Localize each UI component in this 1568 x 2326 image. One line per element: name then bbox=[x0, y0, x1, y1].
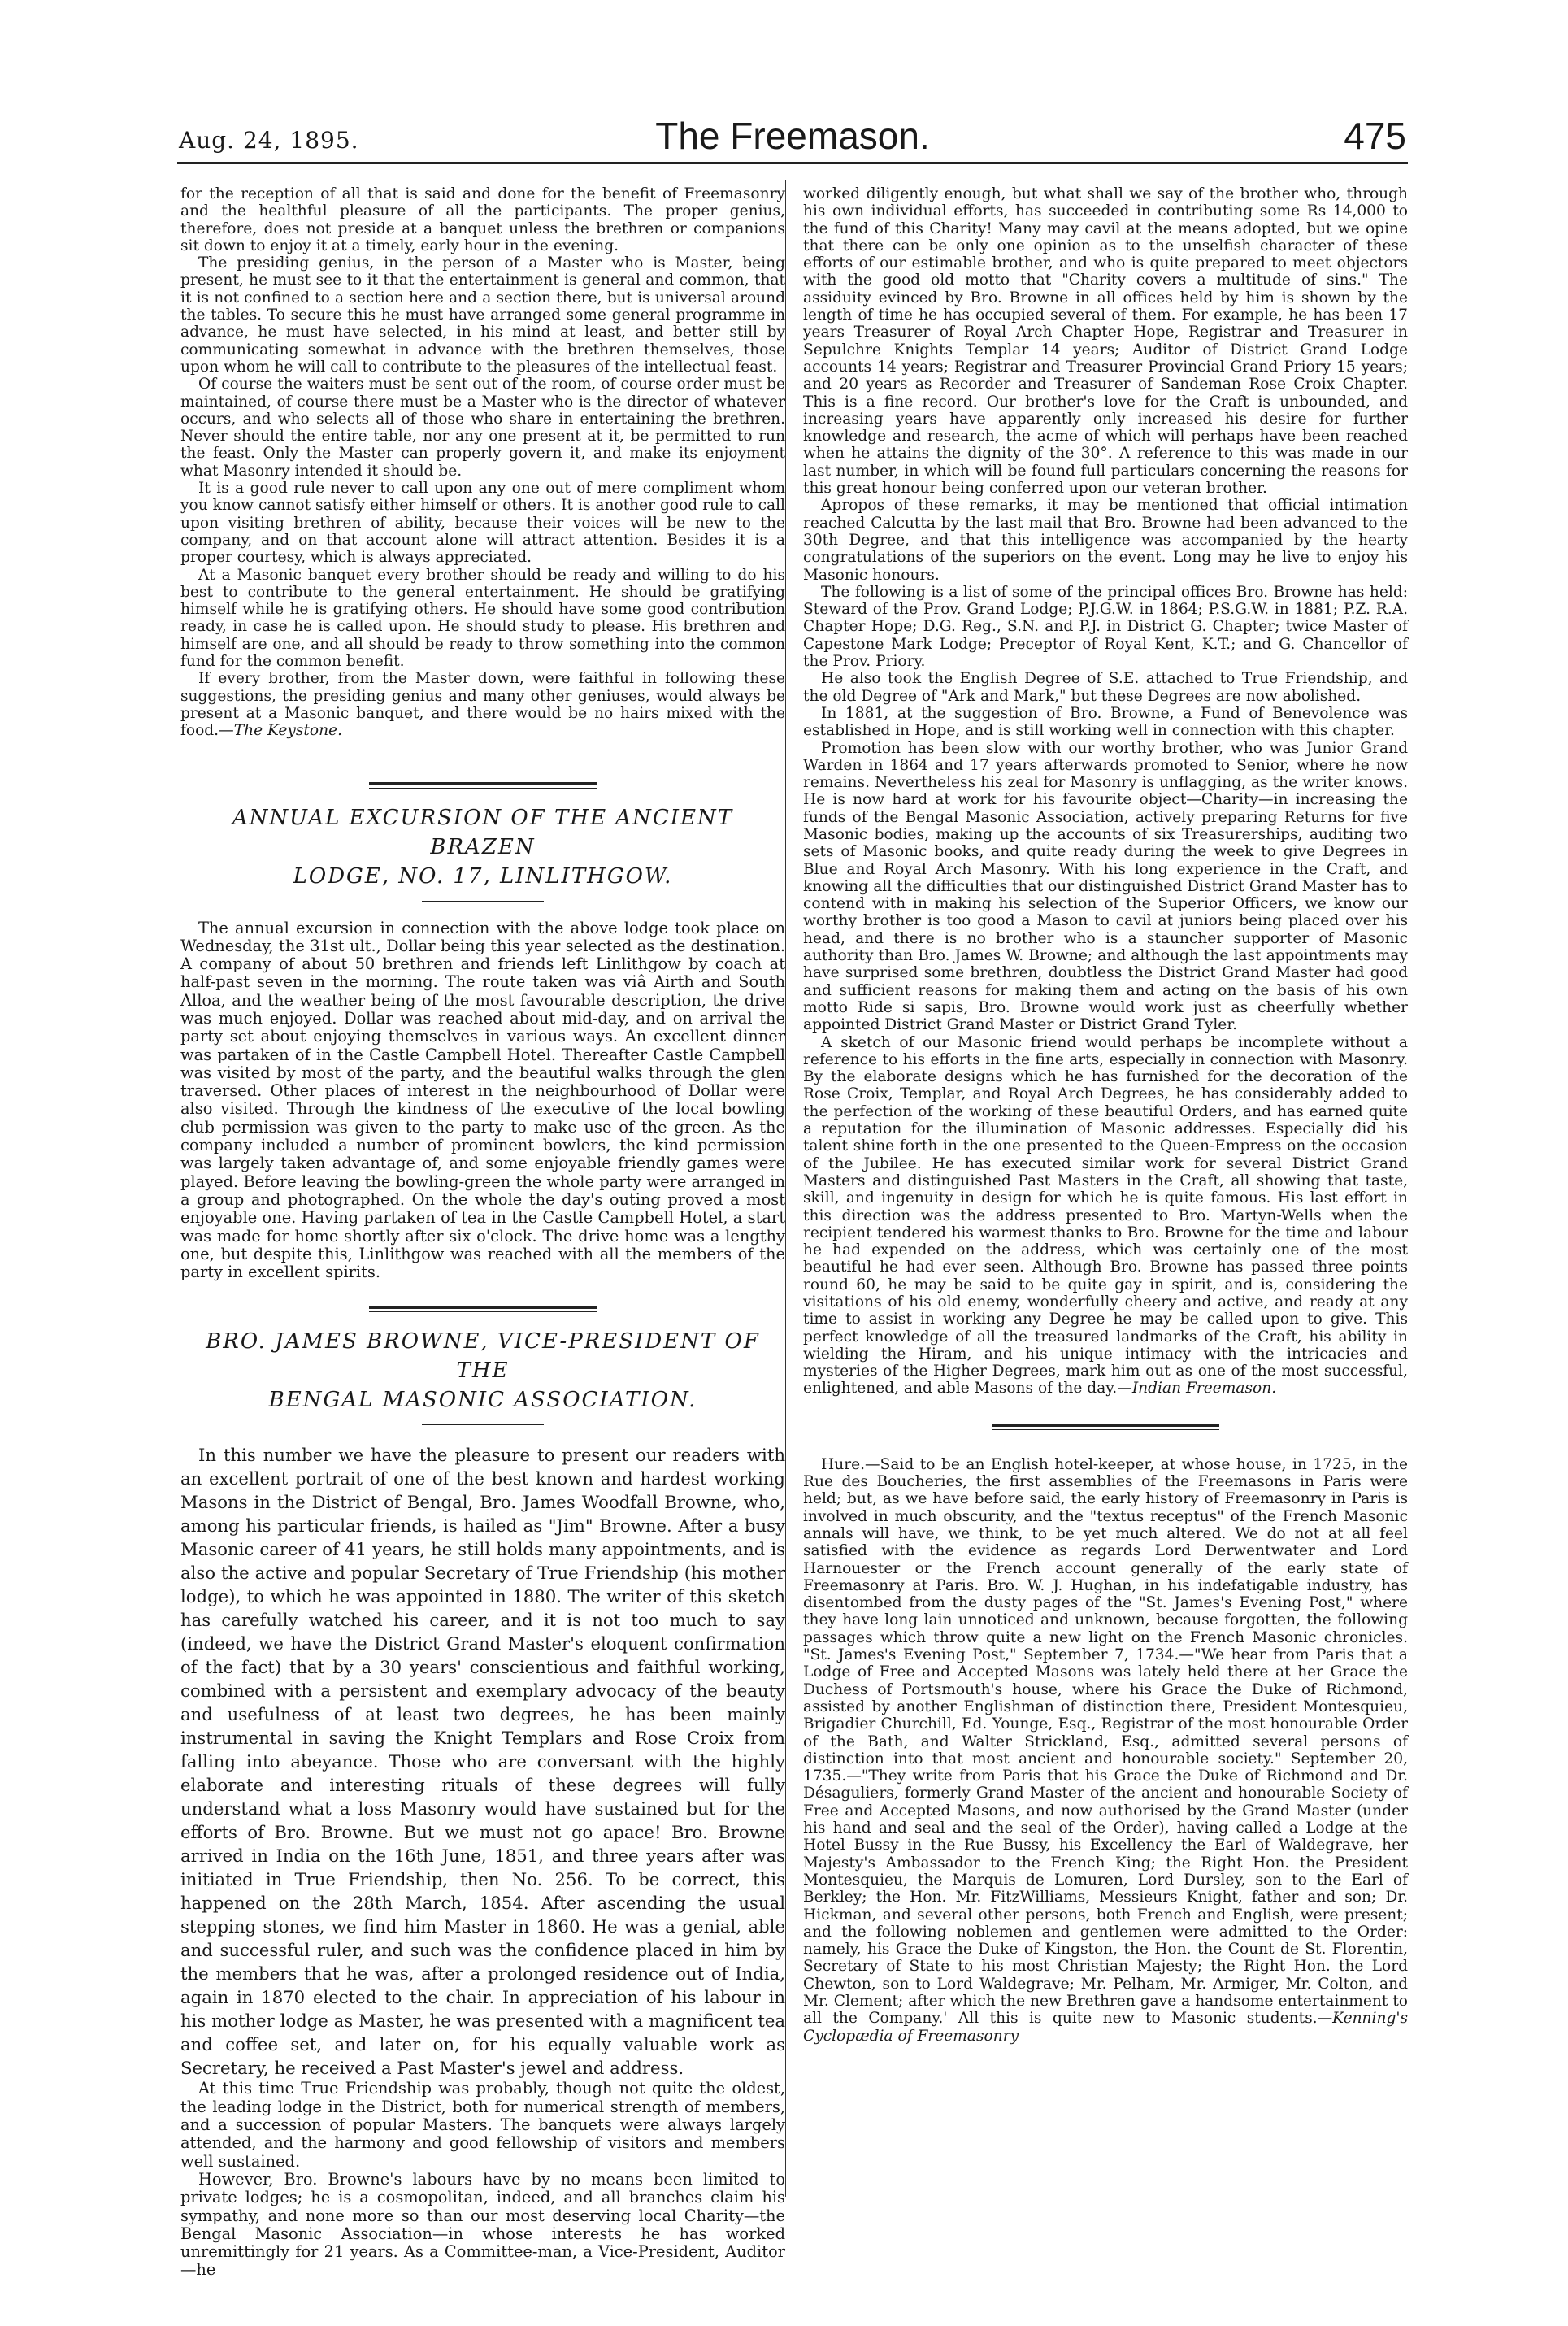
excursion-article bbox=[180, 803, 785, 1282]
article-paragraph: The following is a list of some of the principal offices Bro. Browne has held: Steward of the Prov. Grand Lodge; P.J.G.W. in 1864; P.S.G.W. in 1881; P.Z. R.A. Chapter Hope; D.G. Reg., S.N. and P.J. in District G. Chapter; twice Master of Capestone Mark Lodge; Preceptor of Royal Kent, K.T.; and G. Chancellor of the Prov. Priory. bbox=[803, 583, 1408, 671]
article-paragraph: for the reception of all that is said and done for the benefit of Freemasonry and the healthful pleasure of all the participants. The proper genius, therefore, does not preside at a banquet unless the brethren or companions sit down to enjoy it at a timely, early hour in the evening. bbox=[180, 185, 785, 254]
browne-article-continued bbox=[803, 185, 1408, 1398]
heading-rule bbox=[422, 1424, 544, 1425]
article-paragraph: The presiding genius, in the person of a Master who is Master, being present, he must see to it that the entertainment is general and common, that it is not confined to a section here and a section there, but is universal around the tables. To secure this he must have arranged some general programme in advance, he must have selected, in his mind at least, and better still by communicating somewhat in advance with the brethren themselves, those upon whom he will call to contribute to the pleasures of the intellectual feast. bbox=[180, 254, 785, 376]
publication-title: The Freemason. bbox=[655, 115, 930, 157]
article-paragraph: At a Masonic banquet every brother should be ready and willing to do his best to contribute to the general entertainment. He should be gratifying himself while he is gratifying others. He should have some good contribution ready, in case he is called upon. He should study to please. His brethren and himself are one, and all should be ready to throw something into the common fund for the common benefit. bbox=[180, 566, 785, 671]
left-column bbox=[180, 185, 785, 2280]
article-paragraph: worked diligently enough, but what shall we say of the brother who, through his own individual efforts, has succeeded in contributing some Rs 14,000 to the fund of this Charity! Many may cavil at the means adopted, but we opine that there can be only one opinion as to the unselfish character of these efforts of our estimable brother, and who is quite prepared to meet objectors with the good old motto that "Charity covers a multitude of sins." The assiduity evinced by Bro. Browne in all offices held by him is shown by the length of time he has occupied several of them. For example, he has been 17 years Treasurer of Royal Arch Chapter Hope, Registrar and Treasurer in Sepulchre Knights Templar 14 years; Auditor of District Grand Lodge accounts 14 years; Registrar and Treasurer Provincial Grand Priory 15 years; and 20 years as Recorder and Treasurer of Sandeman Rose Croix Chapter. This is a fine record. Our brother's love for the Craft is unbounded, and increasing years have apparently only increased his desire for further knowledge and research, the acme of which will perhaps have been reached when he attains the dignity of the 30°. A reference to this was made in our last number, in which will be found full particulars concerning the reasons for this great honour being conferred upon our veteran brother. bbox=[803, 185, 1408, 498]
column-divider bbox=[785, 180, 786, 2197]
article-paragraph: Of course the waiters must be sent out of the room, of course order must be maintained, of course there must be a Master who is the director of whatever occurs, and who selects all of those who share in entertaining the brethren. Never should the entire table, nor any one present at it, be permitted to run the feast. Only the Master can properly govern it, and make its enjoyment what Masonry intended it should be. bbox=[180, 376, 785, 480]
article-text: Hure.—Said to be an English hotel-keeper, at whose house, in 1725, in the Rue des Boucheries, the first assemblies of the Freemasons in Paris were held; but, as we have before said, the early history of Freemasonry in Paris is involved in much obscurity, and the "textus receptus" of the French Masonic annals will have, we think, to be yet much altered. We do not at all feel satisfied with the evidence as regards Lord Derwentwater and Lord Harnouester or the French account generally of the early state of Freemasonry at Paris. Bro. W. J. Hughan, in his indefatigable industry, has disentombed from the dusty pages of the "St. James's Evening Post," where they have long lain unnoticed and unknown, because forgotten, the following passages which throw quite a new light on the French Masonic chronicles. "St. James's Evening Post," September 7, 1734.—"We hear from Paris that a Lodge of Free and Accepted Masons was lately held there at her Grace the Duchess of Portsmouth's house, where his Grace the Duke of Richmond, assisted by another Englishman of distinction there, President Montesquieu, Brigadier Churchill, Ed. Younge, Esq., Registrar of the most honourable Order of the Bath, and Walter Strickland, Esq., admitted several persons of distinction into that most ancient and honourable society." September 20, 1735.—"They write from Paris that his Grace the Duke of Richmond and Dr. Désaguliers, formerly Grand Master of the ancient and honourable Society of Free and Accepted Masons, and now authorised by the Grand Master (under his hand and seal and the seal of the Order), having called a Lodge at the Hotel Bussy in the Rue Bussy, his Excellency the Earl of Waldegrave, her Majesty's Ambassador to the French King; the Right Hon. the President Montesquieu, the Marquis de Lomuren, Lord Dursley, son to the Earl of Berkley; the Hon. Mr. FitzWilliams, Messieurs Knight, father and son; Dr. Hickman, and several other persons, both French and English, were present; and the following noblemen and gentlemen were admitted to the Order: namely, his Grace the Duke of Kingston, the Hon. the Count de St. Florentin, Secretary of State to his most Christian Majesty; the Right Hon. the Lord Chewton, son to Lord Waldegrave; Mr. Pelham, Mr. Armiger, Mr. Colton, and Mr. Clement; after which the new Brethren gave a handsome entertainment to all the Company.' All this is quite new to Masonic students.— bbox=[803, 1455, 1408, 2028]
section-divider bbox=[369, 782, 597, 789]
hure-article bbox=[803, 1456, 1408, 2045]
right-column bbox=[803, 185, 1408, 2202]
section-divider bbox=[369, 1306, 597, 1312]
article-paragraph: Apropos of these remarks, it may be mentioned that official intimation reached Calcutta by the last mail that Bro. Browne had been advanced to the 30th Degree, and that this intelligence was accompanied by the hearty congratulations of the superiors on the event. Long may he live to enjoy his Masonic honours. bbox=[803, 497, 1408, 584]
article-heading: LODGE, NO. 17, LINLITHGOW. bbox=[293, 863, 673, 889]
article-paragraph: The annual excursion in connection with the above lodge took place on Wednesday, the 31st ult., Dollar being this year selected as the destination. A company of about 50 brethren and friends left Linlithgow by coach at half-past seven in the morning. The route taken was viâ Airth and South Alloa, and the weather being of the most favourable description, the drive was much enjoyed. Dollar was reached about mid-day, and on arrival the party set about enjoying themselves in various ways. An excellent dinner was partaken of in the Castle Campbell Hotel. Thereafter Castle Campbell was visited by most of the party, and the beautiful walks through the glen traversed. Other places of interest in the neighbourhood of Dollar were also visited. Through the kindness of the executive of the local bowling club permission was given to the party to make use of the green. As the company included a number of prominent bowlers, the kind permission was largely taken advantage of, and some enjoyable friendly games were played. Before leaving the bowling-green the whole party were arranged in a group and photographed. On the whole the day's outing proved a most enjoyable one. Having partaken of tea in the Castle Campbell Hotel, a start was made for home shortly after six o'clock. The drive home was a lengthy one, but despite this, Linlithgow was reached with all the members of the party in excellent spirits. bbox=[180, 918, 785, 1282]
article-paragraph: He also took the English Degree of S.E. attached to True Friendship, and the old Degree of "Ark and Mark," but these Degrees are now abolished. bbox=[803, 670, 1408, 705]
masthead bbox=[175, 112, 1410, 161]
article-paragraph: In 1881, at the suggestion of Bro. Browne, a Fund of Benevolence was established in Hope, and is still working well in connection with this chapter. bbox=[803, 704, 1408, 740]
article-heading: BENGAL MASONIC ASSOCIATION. bbox=[268, 1388, 697, 1413]
article-signature: Kenning's Cyclopædia of Freemasonry bbox=[803, 2010, 1408, 2045]
article-paragraph bbox=[180, 670, 785, 739]
article-signature: Indian Freemason. bbox=[1131, 1380, 1277, 1398]
heading-rule bbox=[422, 901, 544, 902]
issue-date: Aug. 24, 1895. bbox=[179, 127, 359, 154]
article-paragraph: It is a good rule never to call upon any one out of mere compliment whom you know cannot satisfy either himself or others. It is another good rule to call upon visiting brethren of ability, because their voices will be new to the company, and on that account alone will attract attention. Besides it is a proper courtesy, which is always appreciated. bbox=[180, 480, 785, 567]
article-text: A sketch of our Masonic friend would perhaps be incomplete without a reference to his efforts in the fine arts, especially in connection with Masonry. By the elaborate designs which he has furnished for the decoration of the Rose Croix, Templar, and Royal Arch Degrees, he has considerably added to the perfection of the working of these beautiful Orders, and has earned quite a reputation for the illumination of Masonic addresses. Especially did his talent shine forth in the one presented to the Queen-Empress on the occasion of the Jubilee. He has executed similar work for several District Grand Masters and distinguished Past Masters in the Craft, all showing that taste, skill, and ingenuity in design for which he is quite famous. His last effort in this direction was the address presented to Bro. Martyn-Wells when the recipient tendered his warmest thanks to Bro. Browne for the time and labour he had expended on the address, which was certainly one of the most beautiful he had ever seen. Although Bro. Browne has passed three points round 60, he may be said to be quite gay in spirit, and is, considering the visitations of his old enemy, wonderfully cheery and active, and ready at any time to assist in working any Degree he may be called upon to give. This perfect knowledge of all the treasured landmarks of the Craft, his ability in wielding the Hiram, and his unique intimacy with the intricacies and mysteries of the Higher Degrees, mark him out as one of the most successful, enlightened, and able Masons of the day.— bbox=[803, 1033, 1408, 1398]
article-paragraph bbox=[803, 1034, 1408, 1398]
article-signature: The Keystone. bbox=[233, 722, 342, 740]
page-number: 475 bbox=[1344, 115, 1406, 157]
article-heading: BRO. JAMES BROWNE, VICE-PRESIDENT OF THE bbox=[206, 1329, 760, 1384]
keystone-article bbox=[180, 185, 785, 740]
article-paragraph: In this number we have the pleasure to present our readers with an excellent portrait of one of the best known and hardest working Masons in the District of Bengal, Bro. James Woodfall Browne, who, among his particular friends, is hailed as "Jim" Browne. After a busy Masonic career of 41 years, he still holds many appointments, and is also the active and popular Secretary of True Friendship (his mother lodge), to which he was appointed in 1880. The writer of this sketch has carefully watched his career, and it is not too much to say (indeed, we have the District Grand Master's eloquent confirmation of the fact) that by a 30 years' conscientious and faithful working, combined with a persistent and exemplary advocacy of the beauty and usefulness of at least two degrees, he has been mainly instrumental in saving the Knight Templars and Rose Croix from falling into abeyance. Those who are conversant with the highly elaborate and interesting rituals of these degrees will fully understand what a loss Masonry would have sustained but for the efforts of Bro. Browne. But we must not go apace! Bro. Browne arrived in India on the 16th June, 1851, and three years after was initiated in True Friendship, then No. 256. To be correct, this happened on the 28th March, 1854. After ascending the usual stepping stones, we find him Master in 1860. He was a genial, able and successful ruler, and such was the confidence placed in him by the members that he was, after a prolonged residence out of India, again in 1870 elected to the chair. In appreciation of his labour in his mother lodge as Master, he was presented with a magnificent tea and coffee set, and later on, for his equally valuable work as Secretary, he received a Past Master's jewel and address. bbox=[180, 1445, 785, 2079]
article-paragraph: However, Bro. Browne's labours have by no means been limited to private lodges; he is a cosmopolitan, indeed, and all branches claim his sympathy, and none more so than our most deserving local Charity—the Bengal Masonic Association—in whose interests he has worked unremittingly for 21 years. As a Committee-man, a Vice-President, Auditor—he bbox=[180, 2169, 785, 2280]
article-text: If every brother, from the Master down, were faithful in following these suggestions, the presiding genius and many other geniuses, would always be present at a Masonic banquet, and there would be no hairs mixed with the food.— bbox=[180, 670, 785, 740]
section-divider bbox=[992, 1424, 1219, 1430]
article-paragraph: At this time True Friendship was probably, though not quite the oldest, the leading lodge in the District, both for numerical strength of members, and a succession of popular Masters. The banquets were always largely attended, and the harmony and good fellowship of visitors and members well sustained. bbox=[180, 2079, 785, 2171]
article-heading: ANNUAL EXCURSION OF THE ANCIENT BRAZEN bbox=[232, 805, 734, 859]
browne-article bbox=[180, 1327, 785, 2279]
article-paragraph: Promotion has been slow with our worthy brother, who was Junior Grand Warden in 1864 and 17 years afterwards promoted to Senior, where he now remains. Nevertheless his zeal for Masonry is unflagging, as the writer knows. He is now hard at work for his favourite object—Charity—in increasing the funds of the Bengal Masonic Association, actively preparing Returns for five Masonic bodies, making up the accounts of six Treasurerships, auditing two sets of Masonic books, and quite ready during the week to give Degrees in Blue and Royal Arch Masonry. With his long experience in the Craft, and knowing all the difficulties that our distinguished District Grand Master has to contend with in making his selection of the Superior Officers, we know our worthy brother is too good a Mason to cavil at juniors being placed over his head, and there is no brother who is a stauncher supporter of Masonic authority than Bro. James W. Browne; and although the last appointments may have surprised some brethren, doubtless the District Grand Master had good and sufficient reasons for making them and acting on the basis of his own motto Ride si sapis, Bro. Browne would work just as cheerfully whether appointed District Grand Master or District Grand Tyler. bbox=[803, 739, 1408, 1034]
article-paragraph bbox=[803, 1456, 1408, 2045]
masthead-rule-thick bbox=[177, 162, 1408, 164]
